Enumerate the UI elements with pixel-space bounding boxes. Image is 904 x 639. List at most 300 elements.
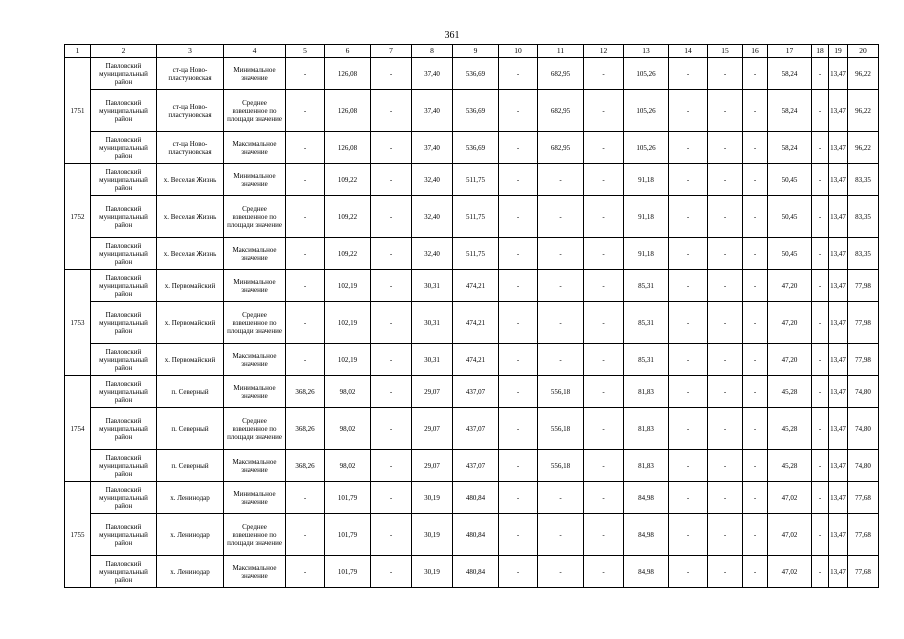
table-cell: - — [286, 556, 325, 588]
table-cell: - — [669, 238, 708, 270]
table-cell: 58,24 — [768, 90, 812, 132]
table-cell: 96,22 — [848, 132, 879, 164]
table-cell: - — [286, 302, 325, 344]
table-cell: - — [812, 302, 829, 344]
table-cell: - — [708, 514, 743, 556]
table-cell: Павловский муниципальный район — [91, 376, 157, 408]
table-cell: - — [743, 196, 768, 238]
table-cell: 13,47 — [829, 302, 848, 344]
table-cell: 682,95 — [538, 132, 584, 164]
table-cell: Минимальное значение — [224, 376, 286, 408]
table-cell: 47,02 — [768, 482, 812, 514]
table-cell: х. Первомайский — [157, 302, 224, 344]
table-row — [65, 376, 879, 408]
table-cell: - — [584, 450, 624, 482]
table-cell: - — [371, 408, 412, 450]
table-cell: Минимальное значение — [224, 58, 286, 90]
table-cell: - — [584, 556, 624, 588]
table-cell: - — [286, 58, 325, 90]
table-cell: - — [584, 164, 624, 196]
table-cell: 81,83 — [624, 408, 669, 450]
table-cell: - — [584, 132, 624, 164]
table-cell: Максимальное значение — [224, 344, 286, 376]
table-cell: 556,18 — [538, 376, 584, 408]
table-cell: - — [743, 408, 768, 450]
table-row — [65, 302, 879, 344]
table-cell: - — [584, 238, 624, 270]
table-cell: 102,19 — [325, 270, 371, 302]
table-cell: 101,79 — [325, 482, 371, 514]
table-cell: - — [371, 376, 412, 408]
table-cell: - — [669, 556, 708, 588]
table-cell: 47,20 — [768, 302, 812, 344]
table-cell: - — [708, 376, 743, 408]
table-cell: - — [371, 482, 412, 514]
table-cell: 13,47 — [829, 514, 848, 556]
table-cell: 30,31 — [412, 344, 453, 376]
table-cell: - — [743, 514, 768, 556]
table-cell: 109,22 — [325, 196, 371, 238]
table-cell: 101,79 — [325, 514, 371, 556]
table-cell: - — [669, 514, 708, 556]
table-cell: - — [538, 302, 584, 344]
table-cell: - — [538, 482, 584, 514]
table-cell: - — [708, 132, 743, 164]
table-cell: - — [584, 408, 624, 450]
table-cell: Павловский муниципальный район — [91, 132, 157, 164]
table-cell: 84,98 — [624, 556, 669, 588]
table-cell: 13,47 — [829, 90, 848, 132]
table-cell: 30,19 — [412, 514, 453, 556]
table-cell: - — [499, 514, 538, 556]
table-cell: - — [812, 344, 829, 376]
table-cell: 58,24 — [768, 58, 812, 90]
table-cell: 77,68 — [848, 514, 879, 556]
table-cell: Максимальное значение — [224, 238, 286, 270]
table-cell: - — [669, 58, 708, 90]
table-cell: - — [538, 270, 584, 302]
table-cell: - — [286, 90, 325, 132]
table-cell: 98,02 — [325, 376, 371, 408]
table-cell: - — [371, 196, 412, 238]
table-cell: 85,31 — [624, 344, 669, 376]
table-cell: 13,47 — [829, 556, 848, 588]
table-cell: - — [812, 408, 829, 450]
table-cell: - — [812, 58, 829, 90]
table-cell: - — [499, 450, 538, 482]
table-cell: 50,45 — [768, 164, 812, 196]
table-cell: - — [584, 196, 624, 238]
column-header: 20 — [848, 45, 879, 58]
table-row — [65, 408, 879, 450]
table-cell: 37,40 — [412, 132, 453, 164]
table-cell: Среднее взвешенное по площади значение — [224, 408, 286, 450]
table-cell: - — [286, 196, 325, 238]
column-header: 10 — [499, 45, 538, 58]
table-cell: - — [538, 164, 584, 196]
table-cell: - — [708, 270, 743, 302]
table-cell: 536,69 — [453, 132, 499, 164]
table-cell: Павловский муниципальный район — [91, 164, 157, 196]
table-cell: - — [286, 482, 325, 514]
column-header: 9 — [453, 45, 499, 58]
table-cell: - — [584, 270, 624, 302]
column-header: 4 — [224, 45, 286, 58]
table-cell: 556,18 — [538, 450, 584, 482]
column-header: 14 — [669, 45, 708, 58]
table-cell: - — [812, 514, 829, 556]
table-cell: 126,08 — [325, 90, 371, 132]
table-cell: Павловский муниципальный район — [91, 344, 157, 376]
table-cell: - — [669, 196, 708, 238]
table-cell: - — [499, 482, 538, 514]
table-cell: 47,20 — [768, 344, 812, 376]
table-cell: - — [371, 344, 412, 376]
column-header: 15 — [708, 45, 743, 58]
table-cell: - — [812, 450, 829, 482]
table-cell: 83,35 — [848, 196, 879, 238]
table-cell: 29,07 — [412, 376, 453, 408]
page-number: 361 — [444, 30, 460, 41]
table-cell: 32,40 — [412, 196, 453, 238]
table-cell: - — [499, 58, 538, 90]
table-cell: - — [499, 164, 538, 196]
table-cell: 109,22 — [325, 238, 371, 270]
table-cell: 74,80 — [848, 376, 879, 408]
table-cell: - — [743, 344, 768, 376]
table-row — [65, 514, 879, 556]
table-cell: 77,98 — [848, 302, 879, 344]
table-cell: - — [499, 238, 538, 270]
table-cell: 368,26 — [286, 408, 325, 450]
column-header: 7 — [371, 45, 412, 58]
table-cell: - — [371, 270, 412, 302]
table-cell: 45,28 — [768, 376, 812, 408]
table-cell: 102,19 — [325, 302, 371, 344]
table-cell: - — [499, 270, 538, 302]
table-cell: 84,98 — [624, 514, 669, 556]
table-cell: 682,95 — [538, 90, 584, 132]
table-cell: - — [371, 90, 412, 132]
table-cell: ст-ца Ново-пластуновская — [157, 58, 224, 90]
table-cell: - — [743, 376, 768, 408]
table-cell: - — [669, 270, 708, 302]
table-cell: 105,26 — [624, 90, 669, 132]
table-cell: - — [286, 132, 325, 164]
table-cell: - — [499, 344, 538, 376]
table-cell: - — [286, 270, 325, 302]
table-cell: - — [743, 90, 768, 132]
table-row — [65, 482, 879, 514]
table-cell: х. Первомайский — [157, 270, 224, 302]
table-cell: - — [286, 238, 325, 270]
table-cell: х. Веселая Жизнь — [157, 196, 224, 238]
table-cell: 98,02 — [325, 450, 371, 482]
table-cell: 682,95 — [538, 58, 584, 90]
table-cell: Павловский муниципальный район — [91, 270, 157, 302]
table-cell: 29,07 — [412, 408, 453, 450]
table-cell: 83,35 — [848, 238, 879, 270]
table-cell: 83,35 — [848, 164, 879, 196]
table-cell: - — [708, 450, 743, 482]
table-cell: Павловский муниципальный район — [91, 196, 157, 238]
header-row — [65, 45, 879, 58]
table-cell: - — [371, 58, 412, 90]
column-header: 18 — [812, 45, 829, 58]
table-cell: 13,47 — [829, 164, 848, 196]
table-cell: 77,98 — [848, 270, 879, 302]
table-cell: - — [584, 376, 624, 408]
table-cell: - — [743, 164, 768, 196]
table-cell: - — [669, 482, 708, 514]
table-cell: 37,40 — [412, 90, 453, 132]
row-id-cell: 1754 — [65, 376, 91, 482]
table-cell: Максимальное значение — [224, 556, 286, 588]
table-cell: Среднее взвешенное по площади значение — [224, 514, 286, 556]
column-header: 5 — [286, 45, 325, 58]
table-cell: - — [538, 344, 584, 376]
table-cell: 437,07 — [453, 450, 499, 482]
table-cell: - — [812, 270, 829, 302]
table-cell: 13,47 — [829, 58, 848, 90]
column-header: 12 — [584, 45, 624, 58]
table-cell: Среднее взвешенное по площади значение — [224, 302, 286, 344]
table-cell: 13,47 — [829, 132, 848, 164]
table-row — [65, 164, 879, 196]
table-cell: 45,28 — [768, 450, 812, 482]
column-header: 8 — [412, 45, 453, 58]
column-header: 13 — [624, 45, 669, 58]
table-cell: 85,31 — [624, 302, 669, 344]
table-cell: - — [371, 164, 412, 196]
column-header: 3 — [157, 45, 224, 58]
table-cell: Минимальное значение — [224, 270, 286, 302]
table-cell: 47,02 — [768, 556, 812, 588]
table-cell: Павловский муниципальный район — [91, 90, 157, 132]
table-cell: - — [708, 238, 743, 270]
table-cell: - — [286, 164, 325, 196]
table-cell: - — [584, 302, 624, 344]
table-cell: - — [371, 238, 412, 270]
table-cell: Максимальное значение — [224, 132, 286, 164]
table-cell: - — [812, 132, 829, 164]
table-cell: - — [499, 132, 538, 164]
table-cell: - — [371, 450, 412, 482]
table-cell: - — [708, 196, 743, 238]
table-cell: Среднее взвешенное по площади значение — [224, 90, 286, 132]
table-cell: - — [584, 482, 624, 514]
column-header: 19 — [829, 45, 848, 58]
table-cell: 45,28 — [768, 408, 812, 450]
table-cell: 536,69 — [453, 58, 499, 90]
table-row — [65, 90, 879, 132]
table-cell: Павловский муниципальный район — [91, 450, 157, 482]
column-header: 11 — [538, 45, 584, 58]
table-cell: х. Первомайский — [157, 344, 224, 376]
table-cell: - — [812, 376, 829, 408]
table-cell: 511,75 — [453, 196, 499, 238]
table-cell: - — [708, 302, 743, 344]
table-cell: 480,84 — [453, 556, 499, 588]
table-cell: - — [499, 196, 538, 238]
table-cell: - — [743, 132, 768, 164]
table-row — [65, 58, 879, 90]
table-cell: ст-ца Ново-пластуновская — [157, 132, 224, 164]
table-cell: 536,69 — [453, 90, 499, 132]
table-cell: - — [371, 132, 412, 164]
table-cell: - — [371, 556, 412, 588]
table-row — [65, 132, 879, 164]
row-id-cell: 1751 — [65, 58, 91, 164]
table-cell: - — [708, 90, 743, 132]
table-cell: - — [538, 556, 584, 588]
table-cell: 13,47 — [829, 196, 848, 238]
table-cell: п. Северный — [157, 408, 224, 450]
table-cell: 13,47 — [829, 270, 848, 302]
table-cell: 85,31 — [624, 270, 669, 302]
table-cell: - — [538, 514, 584, 556]
table-cell: х. Ленинодар — [157, 556, 224, 588]
table-cell: Минимальное значение — [224, 164, 286, 196]
table-cell: 32,40 — [412, 164, 453, 196]
table-cell: Павловский муниципальный район — [91, 238, 157, 270]
table-cell: 105,26 — [624, 132, 669, 164]
table-cell: - — [708, 408, 743, 450]
row-id-cell: 1755 — [65, 482, 91, 588]
table-cell: 58,24 — [768, 132, 812, 164]
table-cell: - — [286, 514, 325, 556]
table-cell: - — [669, 344, 708, 376]
table-cell: 437,07 — [453, 376, 499, 408]
table-cell: - — [584, 514, 624, 556]
table-cell: - — [499, 376, 538, 408]
table-cell: 102,19 — [325, 344, 371, 376]
table-cell: - — [812, 238, 829, 270]
table-cell: - — [669, 132, 708, 164]
table-cell: - — [669, 376, 708, 408]
table-row — [65, 270, 879, 302]
table-cell: 105,26 — [624, 58, 669, 90]
column-header: 6 — [325, 45, 371, 58]
table-cell: х. Веселая Жизнь — [157, 238, 224, 270]
table-cell: 98,02 — [325, 408, 371, 450]
table-cell: п. Северный — [157, 450, 224, 482]
table-cell: - — [669, 450, 708, 482]
table-cell: - — [743, 58, 768, 90]
table-cell: - — [708, 556, 743, 588]
table-cell: 480,84 — [453, 514, 499, 556]
table-cell: 30,19 — [412, 556, 453, 588]
table-cell: Среднее взвешенное по площади значение — [224, 196, 286, 238]
table-cell: - — [499, 302, 538, 344]
table-cell: - — [669, 302, 708, 344]
table-cell: 13,47 — [829, 482, 848, 514]
table-cell: 91,18 — [624, 164, 669, 196]
table-cell: - — [584, 58, 624, 90]
table-cell: - — [743, 482, 768, 514]
table-cell: - — [708, 58, 743, 90]
table-cell: - — [743, 238, 768, 270]
table-cell: 480,84 — [453, 482, 499, 514]
table-cell: - — [286, 344, 325, 376]
table-cell: - — [499, 90, 538, 132]
table-cell: 37,40 — [412, 58, 453, 90]
table-cell: - — [669, 164, 708, 196]
table-cell: - — [812, 90, 829, 132]
table-cell: 474,21 — [453, 270, 499, 302]
table-cell: 50,45 — [768, 238, 812, 270]
table-cell: 50,45 — [768, 196, 812, 238]
table-cell: 30,19 — [412, 482, 453, 514]
table-cell: 368,26 — [286, 376, 325, 408]
table-cell: Павловский муниципальный район — [91, 302, 157, 344]
table-cell: х. Ленинодар — [157, 514, 224, 556]
table-cell: 109,22 — [325, 164, 371, 196]
table-cell: 474,21 — [453, 302, 499, 344]
table-cell: 91,18 — [624, 238, 669, 270]
table-cell: 13,47 — [829, 344, 848, 376]
table-cell: 74,80 — [848, 450, 879, 482]
table-cell: Павловский муниципальный район — [91, 514, 157, 556]
table-cell: Павловский муниципальный район — [91, 408, 157, 450]
table-cell: - — [669, 90, 708, 132]
table-cell: 30,31 — [412, 270, 453, 302]
column-header: 1 — [65, 45, 91, 58]
table-cell: 74,80 — [848, 408, 879, 450]
table-cell: - — [584, 344, 624, 376]
table-cell: х. Ленинодар — [157, 482, 224, 514]
table-cell: 77,68 — [848, 556, 879, 588]
table-cell: Павловский муниципальный район — [91, 482, 157, 514]
table-cell: 91,18 — [624, 196, 669, 238]
table-cell: - — [499, 556, 538, 588]
table-cell: 511,75 — [453, 164, 499, 196]
table-cell: х. Веселая Жизнь — [157, 164, 224, 196]
table-cell: - — [743, 302, 768, 344]
table-cell: Павловский муниципальный район — [91, 556, 157, 588]
table-cell: 29,07 — [412, 450, 453, 482]
table-cell: - — [743, 556, 768, 588]
table-cell: 368,26 — [286, 450, 325, 482]
row-id-cell: 1753 — [65, 270, 91, 376]
table-cell: - — [743, 270, 768, 302]
table-cell: 437,07 — [453, 408, 499, 450]
table-cell: - — [538, 238, 584, 270]
table-cell: 81,83 — [624, 450, 669, 482]
data-table — [64, 44, 879, 588]
table-cell: - — [812, 196, 829, 238]
table-cell: Павловский муниципальный район — [91, 58, 157, 90]
table-cell: 101,79 — [325, 556, 371, 588]
row-id-cell: 1752 — [65, 164, 91, 270]
column-header: 16 — [743, 45, 768, 58]
table-cell: 47,20 — [768, 270, 812, 302]
table-cell: - — [743, 450, 768, 482]
table-cell: 96,22 — [848, 58, 879, 90]
column-header: 17 — [768, 45, 812, 58]
table-cell: 556,18 — [538, 408, 584, 450]
table-row — [65, 344, 879, 376]
table-row — [65, 196, 879, 238]
table-cell: 81,83 — [624, 376, 669, 408]
table-cell: - — [708, 482, 743, 514]
table-cell: 13,47 — [829, 238, 848, 270]
table-cell: - — [371, 302, 412, 344]
table-cell: - — [708, 344, 743, 376]
table-cell: - — [669, 408, 708, 450]
table-cell: 32,40 — [412, 238, 453, 270]
table-cell: 13,47 — [829, 408, 848, 450]
